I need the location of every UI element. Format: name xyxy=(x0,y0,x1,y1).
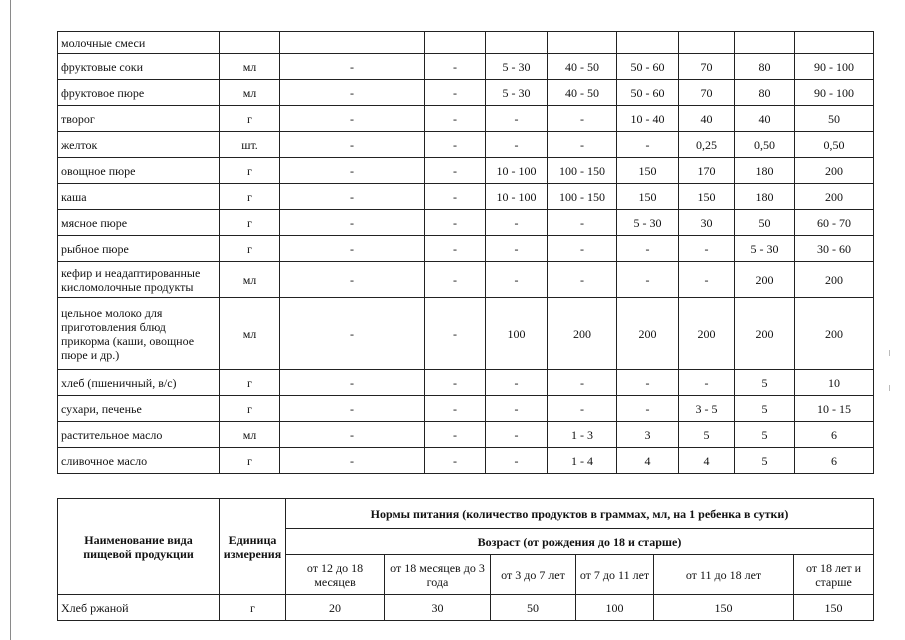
value-cell: 50 - 60 xyxy=(617,80,679,106)
product-name: мясное пюре xyxy=(58,210,220,236)
value-cell: 100 xyxy=(486,298,548,370)
value-cell: 80 xyxy=(735,54,795,80)
value-cell: 200 xyxy=(795,184,874,210)
table-row xyxy=(58,396,874,422)
value-cell: 30 xyxy=(679,210,735,236)
page-edge-line xyxy=(10,0,11,640)
value-cell: 40 - 50 xyxy=(548,80,617,106)
value-cell: 100 - 150 xyxy=(548,184,617,210)
value-cell: - xyxy=(548,106,617,132)
value-cell: 200 xyxy=(617,298,679,370)
product-name: Хлеб ржаной xyxy=(58,595,220,621)
unit-cell: г xyxy=(220,370,280,396)
value-cell: - xyxy=(548,236,617,262)
value-cell xyxy=(486,32,548,54)
table-row xyxy=(58,80,874,106)
value-cell: 5 xyxy=(735,396,795,422)
value-cell: - xyxy=(425,236,486,262)
value-cell xyxy=(425,32,486,54)
value-cell: - xyxy=(280,210,425,236)
unit-cell xyxy=(220,32,280,54)
value-cell: 4 xyxy=(617,448,679,474)
value-cell: 200 xyxy=(735,298,795,370)
unit-cell: г xyxy=(220,184,280,210)
value-cell: - xyxy=(280,158,425,184)
value-cell: - xyxy=(486,132,548,158)
value-cell: - xyxy=(548,210,617,236)
value-cell xyxy=(548,32,617,54)
value-cell: - xyxy=(617,262,679,298)
value-cell: 150 xyxy=(679,184,735,210)
value-cell: 10 - 40 xyxy=(617,106,679,132)
product-name: хлеб (пшеничный, в/с) xyxy=(58,370,220,396)
value-cell xyxy=(617,32,679,54)
table-row xyxy=(58,448,874,474)
value-cell: 150 xyxy=(617,158,679,184)
value-cell: 100 - 150 xyxy=(548,158,617,184)
value-cell: 170 xyxy=(679,158,735,184)
value-cell: - xyxy=(486,370,548,396)
value-cell: - xyxy=(617,396,679,422)
value-cell: - xyxy=(486,448,548,474)
value-cell: - xyxy=(486,262,548,298)
value-cell: 50 xyxy=(735,210,795,236)
value-cell: - xyxy=(617,132,679,158)
value-cell: 30 xyxy=(385,595,491,621)
age-group-header: от 18 лет и старше xyxy=(794,555,874,595)
product-name: рыбное пюре xyxy=(58,236,220,262)
product-name: желток xyxy=(58,132,220,158)
value-cell xyxy=(735,32,795,54)
value-cell xyxy=(679,32,735,54)
value-cell: 0,50 xyxy=(795,132,874,158)
value-cell: 40 - 50 xyxy=(548,54,617,80)
value-cell: 50 xyxy=(795,106,874,132)
table-row xyxy=(58,184,874,210)
value-cell: 200 xyxy=(795,158,874,184)
table-row xyxy=(58,236,874,262)
table-row xyxy=(58,210,874,236)
value-cell: 90 - 100 xyxy=(795,80,874,106)
table-row xyxy=(58,298,874,370)
value-cell: - xyxy=(425,370,486,396)
value-cell: - xyxy=(425,80,486,106)
value-cell: - xyxy=(280,422,425,448)
value-cell: 200 xyxy=(795,262,874,298)
value-cell: 1 - 3 xyxy=(548,422,617,448)
value-cell: - xyxy=(425,158,486,184)
table-row xyxy=(58,106,874,132)
value-cell: 3 xyxy=(617,422,679,448)
unit-cell: г xyxy=(220,396,280,422)
product-name: кефир и неадаптированные кисломолочные продукты xyxy=(58,262,220,298)
product-name: каша xyxy=(58,184,220,210)
value-cell: - xyxy=(679,236,735,262)
product-name: фруктовое пюре xyxy=(58,80,220,106)
value-cell: 70 xyxy=(679,54,735,80)
value-cell: - xyxy=(425,396,486,422)
value-cell: - xyxy=(679,262,735,298)
infant-feeding-norms-table xyxy=(57,31,874,474)
value-cell: - xyxy=(548,396,617,422)
product-name: овощное пюре xyxy=(58,158,220,184)
unit-cell: мл xyxy=(220,422,280,448)
unit-cell: г xyxy=(220,236,280,262)
value-cell: 5 - 30 xyxy=(617,210,679,236)
value-cell: 50 - 60 xyxy=(617,54,679,80)
value-cell: 60 - 70 xyxy=(795,210,874,236)
unit-cell: мл xyxy=(220,262,280,298)
value-cell: 10 - 15 xyxy=(795,396,874,422)
value-cell: - xyxy=(486,236,548,262)
value-cell: 200 xyxy=(735,262,795,298)
product-name: сухари, печенье xyxy=(58,396,220,422)
value-cell: 10 - 100 xyxy=(486,158,548,184)
value-cell: - xyxy=(280,370,425,396)
value-cell: - xyxy=(280,106,425,132)
product-name: сливочное масло xyxy=(58,448,220,474)
value-cell: 30 - 60 xyxy=(795,236,874,262)
value-cell: - xyxy=(486,396,548,422)
column-header-product: Наименование вида пищевой продукции xyxy=(58,499,220,595)
value-cell: 180 xyxy=(735,158,795,184)
value-cell: 1 - 4 xyxy=(548,448,617,474)
value-cell: 6 xyxy=(795,422,874,448)
value-cell: 150 xyxy=(794,595,874,621)
value-cell: 80 xyxy=(735,80,795,106)
value-cell: 5 xyxy=(735,370,795,396)
unit-cell: г xyxy=(220,106,280,132)
table-row xyxy=(58,370,874,396)
product-name: молочные смеси xyxy=(58,32,220,54)
unit-cell: г xyxy=(220,595,286,621)
value-cell: - xyxy=(425,106,486,132)
value-cell: - xyxy=(486,106,548,132)
product-name: цельное молоко для приготовления блюд прикорма (каши, овощное пюре и др.) xyxy=(58,298,220,370)
value-cell: - xyxy=(425,132,486,158)
value-cell: 40 xyxy=(735,106,795,132)
value-cell: - xyxy=(280,184,425,210)
norms-header: Нормы питания (количество продуктов в граммах, мл, на 1 ребенка в сутки) xyxy=(286,499,874,529)
table-row xyxy=(58,262,874,298)
value-cell: 3 - 5 xyxy=(679,396,735,422)
unit-cell: шт. xyxy=(220,132,280,158)
value-cell: 50 xyxy=(491,595,576,621)
value-cell: 5 - 30 xyxy=(735,236,795,262)
value-cell: - xyxy=(425,298,486,370)
value-cell: 150 xyxy=(654,595,794,621)
value-cell: - xyxy=(280,132,425,158)
unit-cell: г xyxy=(220,448,280,474)
value-cell xyxy=(795,32,874,54)
value-cell: - xyxy=(280,54,425,80)
value-cell: 20 xyxy=(286,595,385,621)
value-cell: 4 xyxy=(679,448,735,474)
value-cell: 40 xyxy=(679,106,735,132)
product-name: творог xyxy=(58,106,220,132)
value-cell: - xyxy=(280,448,425,474)
value-cell: - xyxy=(425,184,486,210)
value-cell: 180 xyxy=(735,184,795,210)
value-cell: 0,50 xyxy=(735,132,795,158)
value-cell: 5 xyxy=(679,422,735,448)
value-cell: - xyxy=(425,54,486,80)
age-group-header: от 18 месяцев до 3 года xyxy=(385,555,491,595)
value-cell: - xyxy=(425,422,486,448)
age-group-header: от 7 до 11 лет xyxy=(576,555,654,595)
value-cell: 5 xyxy=(735,448,795,474)
age-group-header: от 12 до 18 месяцев xyxy=(286,555,385,595)
margin-mark xyxy=(889,385,890,391)
value-cell: 200 xyxy=(548,298,617,370)
value-cell: - xyxy=(548,132,617,158)
value-cell: - xyxy=(486,422,548,448)
unit-cell: мл xyxy=(220,54,280,80)
unit-cell: г xyxy=(220,158,280,184)
table-row xyxy=(58,32,874,54)
value-cell: - xyxy=(617,370,679,396)
value-cell: - xyxy=(548,370,617,396)
value-cell: 0,25 xyxy=(679,132,735,158)
unit-cell: мл xyxy=(220,80,280,106)
value-cell: - xyxy=(425,210,486,236)
value-cell: - xyxy=(425,448,486,474)
value-cell: 200 xyxy=(679,298,735,370)
value-cell: 6 xyxy=(795,448,874,474)
value-cell: 5 xyxy=(735,422,795,448)
value-cell: - xyxy=(280,236,425,262)
value-cell: - xyxy=(548,262,617,298)
value-cell: 5 - 30 xyxy=(486,54,548,80)
food-norms-by-age-table xyxy=(57,498,874,621)
product-name: растительное масло xyxy=(58,422,220,448)
table-row xyxy=(58,54,874,80)
unit-cell: г xyxy=(220,210,280,236)
value-cell: - xyxy=(280,298,425,370)
value-cell: 100 xyxy=(576,595,654,621)
table-row xyxy=(58,132,874,158)
age-group-header: от 3 до 7 лет xyxy=(491,555,576,595)
value-cell: - xyxy=(486,210,548,236)
margin-mark xyxy=(889,350,890,356)
table-row xyxy=(58,422,874,448)
age-header: Возраст (от рождения до 18 и старше) xyxy=(286,529,874,555)
age-group-header: от 11 до 18 лет xyxy=(654,555,794,595)
value-cell: - xyxy=(280,262,425,298)
value-cell: 200 xyxy=(795,298,874,370)
value-cell xyxy=(280,32,425,54)
unit-cell: мл xyxy=(220,298,280,370)
value-cell: 150 xyxy=(617,184,679,210)
value-cell: 10 - 100 xyxy=(486,184,548,210)
table-row xyxy=(58,158,874,184)
value-cell: - xyxy=(425,262,486,298)
value-cell: 70 xyxy=(679,80,735,106)
value-cell: - xyxy=(617,236,679,262)
value-cell: 5 - 30 xyxy=(486,80,548,106)
product-name: фруктовые соки xyxy=(58,54,220,80)
value-cell: - xyxy=(280,396,425,422)
column-header-unit: Единица измерения xyxy=(220,499,286,595)
value-cell: - xyxy=(679,370,735,396)
table-row xyxy=(58,595,874,621)
value-cell: - xyxy=(280,80,425,106)
value-cell: 10 xyxy=(795,370,874,396)
value-cell: 90 - 100 xyxy=(795,54,874,80)
